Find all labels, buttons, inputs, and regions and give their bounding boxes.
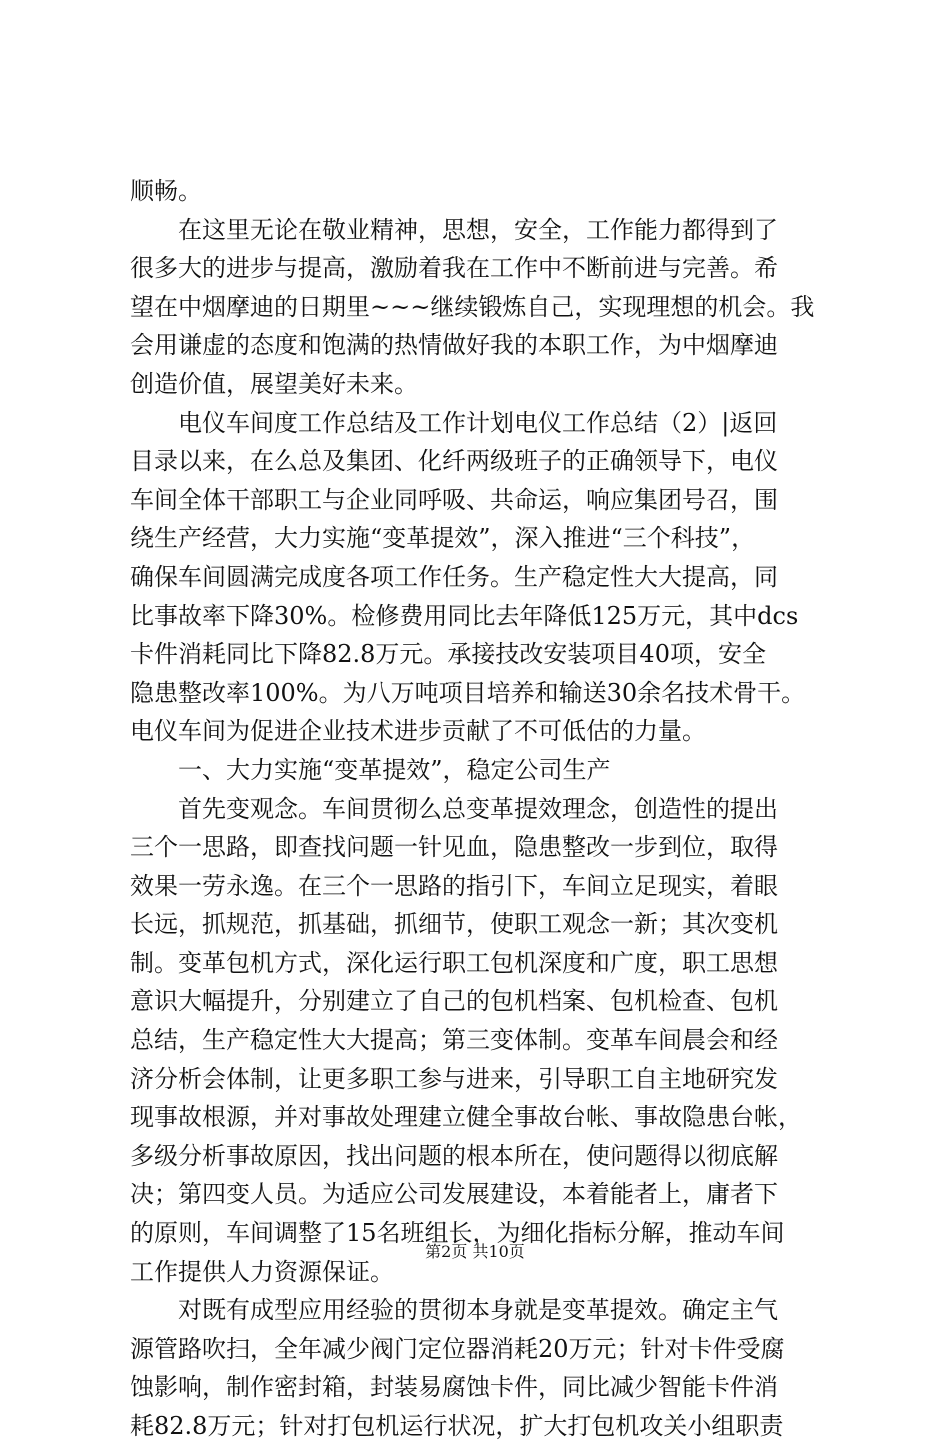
text-line: 总结，生产稳定性大大提高；第三变体制。变革车间晨会和经 <box>130 1026 778 1055</box>
paragraph-start-line: 首先变观念。车间贯彻么总变革提效理念，创造性的提出 <box>178 794 778 823</box>
text-line: 创造价值，展望美好未来。 <box>130 369 418 398</box>
text-line: 隐患整改率100%。为八万吨项目培养和输送30余名技术骨干。 <box>130 678 806 707</box>
text-line: 目录以来，在么总及集团、化纤两级班子的正确领导下，电仪 <box>130 447 778 476</box>
text-line: 卡件消耗同比下降82.8万元。承接技改安装项目40项，安全 <box>130 640 766 669</box>
text-line: 效果一劳永逸。在三个一思路的指引下，车间立足现实，着眼 <box>130 871 778 900</box>
text-line: 长远，抓规范，抓基础，抓细节，使职工观念一新；其次变机 <box>130 910 778 939</box>
text-line: 很多大的进步与提高，激励着我在工作中不断前进与完善。希 <box>130 254 778 283</box>
text-line: 意识大幅提升，分别建立了自己的包机档案、包机检查、包机 <box>130 987 778 1016</box>
text-line: 现事故根源，并对事故处理建立健全事故台帐、事故隐患台帐， <box>130 1103 802 1132</box>
text-line: 蚀影响，制作密封箱，封装易腐蚀卡件，同比减少智能卡件消 <box>130 1373 778 1402</box>
text-line: 绕生产经营，大力实施“变革提效”，深入推进“三个科技”， <box>130 524 756 553</box>
text-line: 三个一思路，即查找问题一针见血，隐患整改一步到位，取得 <box>130 833 778 862</box>
text-line: 会用谦虚的态度和饱满的热情做好我的本职工作，为中烟摩迪 <box>130 331 778 360</box>
paragraph-start-line: 在这里无论在敬业精神，思想，安全，工作能力都得到了 <box>178 215 778 244</box>
text-line: 顺畅。 <box>130 177 202 205</box>
text-line: 望在中烟摩迪的日期里~~~继续锻炼自己，实现理想的机会。我 <box>130 292 815 321</box>
paragraph-start-line: 电仪车间度工作总结及工作计划电仪工作总结（2）|返回 <box>178 408 778 437</box>
page-footer <box>0 1240 950 1264</box>
text-line: 电仪车间为促进企业技术进步贡献了不可低估的力量。 <box>130 717 706 746</box>
text-line: 济分析会体制，让更多职工参与进来，引导职工自主地研究发 <box>130 1064 778 1093</box>
text-line: 耗82.8万元；针对打包机运行状况，扩大打包机攻关小组职责 <box>130 1412 784 1440</box>
text-line: 的原则，车间调整了15名班组长，为细化指标分解，推动车间 <box>130 1219 785 1248</box>
text-line: 确保车间圆满完成度各项工作任务。生产稳定性大大提高，同 <box>130 562 778 591</box>
text-line: 车间全体干部职工与企业同呼吸、共命运，响应集团号召，围 <box>130 485 778 514</box>
section-heading: 一、大力实施“变革提效”，稳定公司生产 <box>178 755 611 784</box>
text-line: 工作提供人力资源保证。 <box>130 1257 394 1286</box>
paragraph-start-line: 对既有成型应用经验的贯彻本身就是变革提效。确定主气 <box>178 1296 778 1325</box>
text-line: 制。变革包机方式，深化运行职工包机深度和广度，职工思想 <box>130 948 778 977</box>
text-line: 决；第四变人员。为适应公司发展建设，本着能者上，庸者下 <box>130 1180 778 1209</box>
text-line: 多级分析事故原因，找出问题的根本所在，使问题得以彻底解 <box>130 1141 778 1170</box>
page-indicator: 第2页 共10页 <box>425 1242 525 1261</box>
text-line: 源管路吹扫，全年减少阀门定位器消耗20万元；针对卡件受腐 <box>130 1334 785 1363</box>
text-line: 比事故率下降30%。检修费用同比去年降低125万元，其中dcs <box>130 601 799 630</box>
